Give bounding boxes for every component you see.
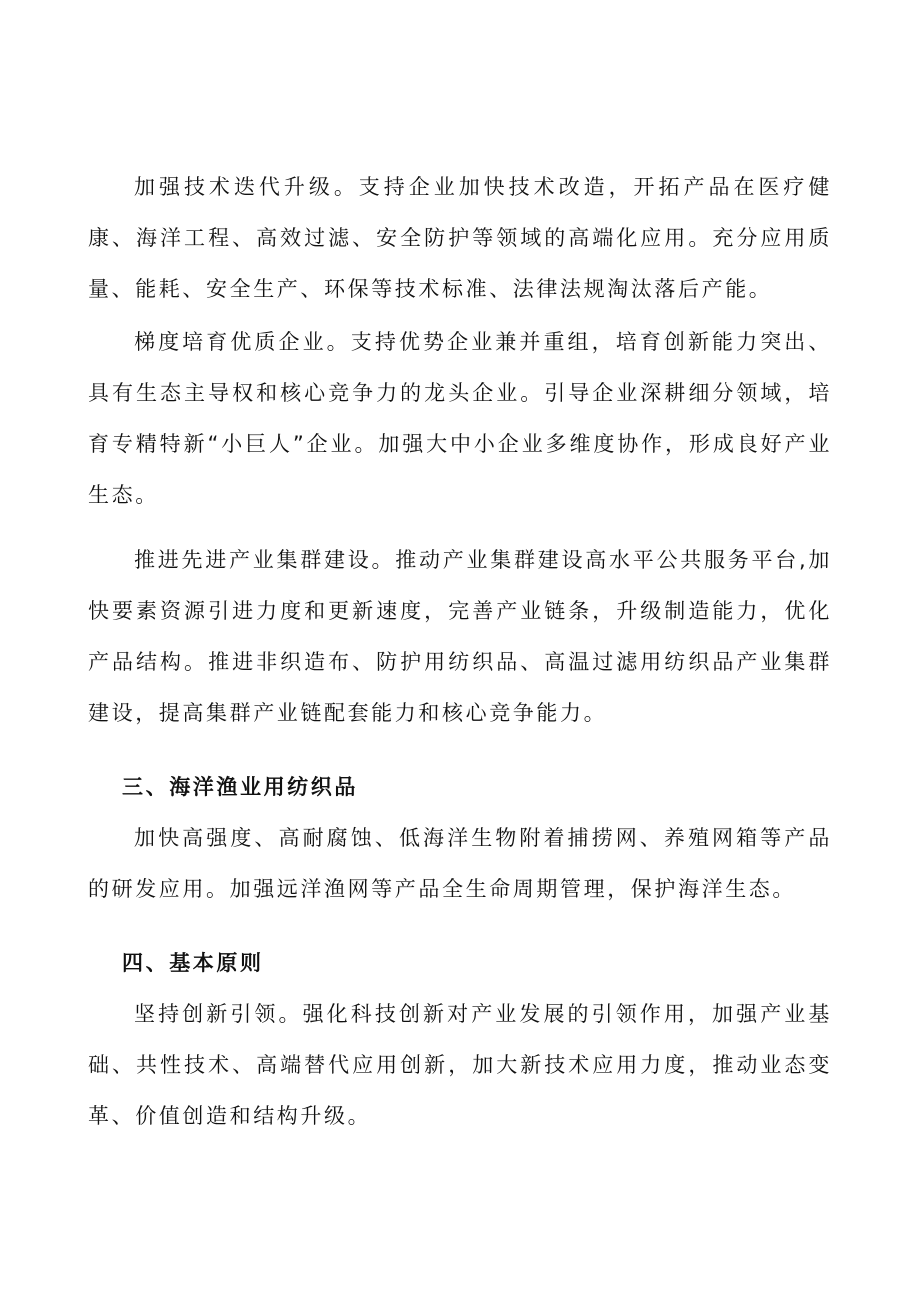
paragraph-innovation-leading: 坚持创新引领。强化科技创新对产业发展的引领作用，加强产业基础、共性技术、高端替代应用创新，加大新技术应用力度，推动业态变革、价值创造和结构升级。	[88, 1002, 832, 1128]
document-body	[88, 162, 832, 1142]
paragraph-tech-iteration: 加强技术迭代升级。支持企业加快技术改造，开拓产品在医疗健康、海洋工程、高效过滤、安全防护等领域的高端化应用。充分应用质量、能耗、安全生产、环保等技术标准、法律法规淘汰落后产能。	[88, 175, 832, 301]
section-heading-basic-principles: 四、基本原则	[122, 951, 264, 975]
paragraph-enterprise-cultivation: 梯度培育优质企业。支持优势企业兼并重组，培育创新能力突出、具有生态主导权和核心竞争力的龙头企业。引导企业深耕细分领域，培育专精特新“小巨人”企业。加强大中小企业多维度协作，形成良好产业生态。	[88, 330, 832, 507]
paragraph-industrial-cluster: 推进先进产业集群建设。推动产业集群建设高水平公共服务平台,加快要素资源引进力度和更新速度，完善产业链条，升级制造能力，优化产品结构。推进非织造布、防护用纺织品、高温过滤用纺织品产业集群建设，提高集群产业链配套能力和核心竞争能力。	[88, 548, 832, 725]
section-heading-marine-fishery: 三、海洋渔业用纺织品	[122, 775, 358, 799]
paragraph-marine-fishery: 加快高强度、高耐腐蚀、低海洋生物附着捕捞网、养殖网箱等产品的研发应用。加强远洋渔网等产品全生命周期管理，保护海洋生态。	[88, 826, 832, 901]
